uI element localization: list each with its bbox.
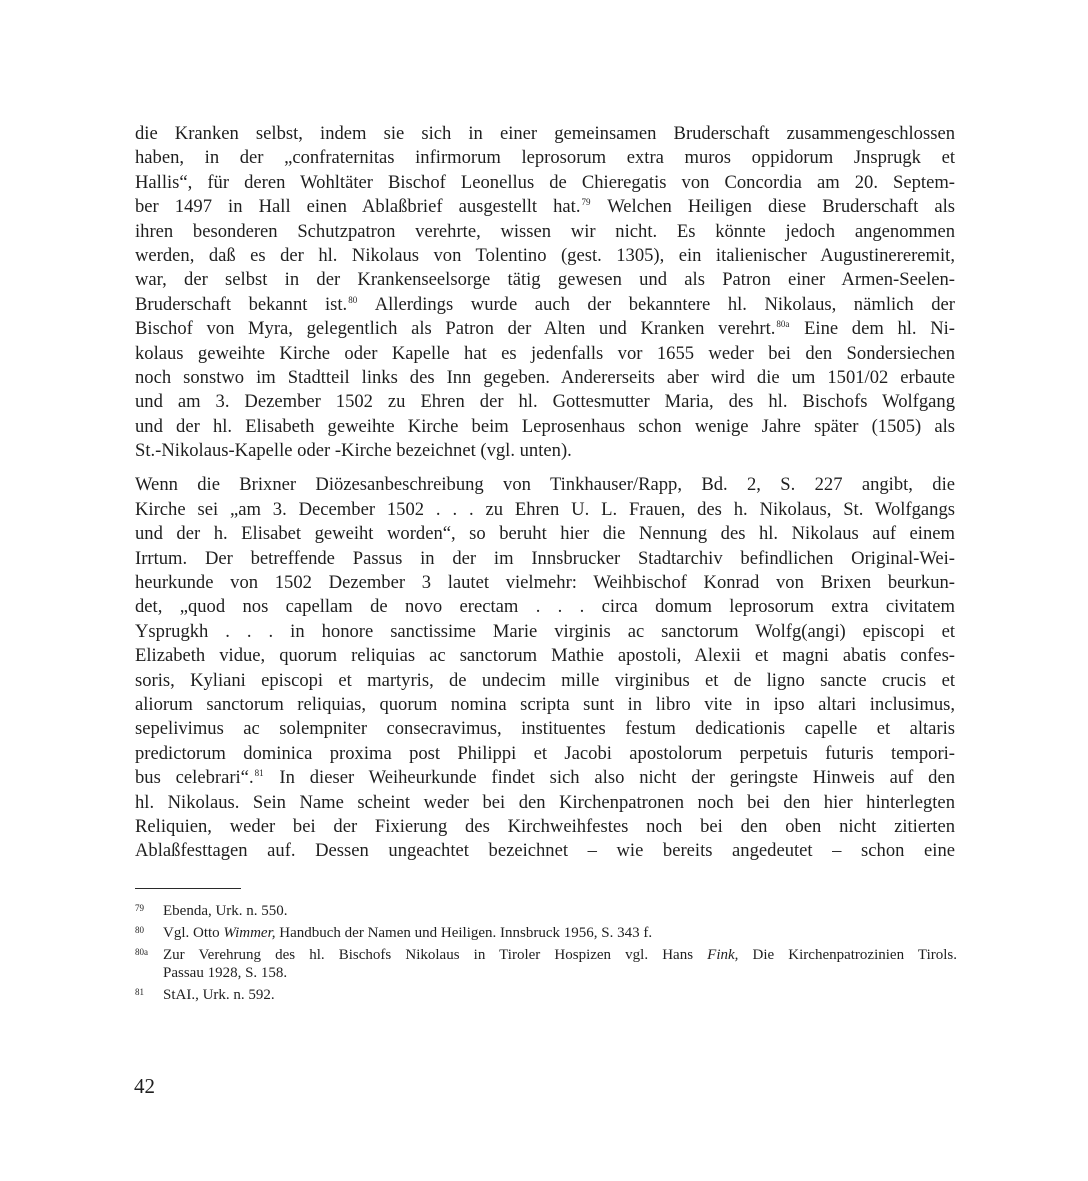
text-segment: Welchen Heiligen diese Bruderschaft als bbox=[591, 196, 955, 218]
text-line: Ablaßfesttagen auf. Dessen ungeachtet bezeichnet – wie bereits angedeutet – schon eine bbox=[135, 840, 955, 862]
text-line bbox=[135, 195, 955, 219]
footnote-text-segment: Zur Verehrung des hl. Bischofs Nikolaus in Tiroler Hospizen vgl. Hans bbox=[163, 947, 708, 963]
footnote-number: 81 bbox=[135, 987, 144, 997]
text-line: haben, in der „confraternitas infirmorum leprosorum extra muros oppidorum Jnsprugk et bbox=[135, 147, 955, 169]
text-segment: bus celebrari“. bbox=[135, 767, 254, 789]
text-line: heurkunde von 1502 Dezember 3 lautet vielmehr: Weihbischof Konrad von Brixen beurkun- bbox=[135, 572, 955, 594]
footnote-text-continued: Passau 1928, S. 158. bbox=[163, 965, 288, 981]
paragraph-1 bbox=[135, 122, 955, 463]
text-line: Reliquien, weder bei der Fixierung des Kirchweihfestes noch bei den oben nicht zitierten bbox=[135, 815, 955, 837]
footnote-text bbox=[163, 924, 957, 942]
footnote-number: 80a bbox=[135, 947, 148, 957]
text-line: aliorum sanctorum reliquias, quorum nomina scripta sunt in libro vite in ipso altari inclusimus, bbox=[135, 693, 955, 715]
text-segment: Eine dem hl. Ni- bbox=[790, 318, 955, 340]
footnote-reference: 80a bbox=[776, 319, 790, 330]
text-line bbox=[135, 293, 955, 317]
text-line: sepelivimus ac solempniter consecravimus, instituentes festum dedicationis capelle et altaris bbox=[135, 718, 955, 740]
text-line: det, „quod nos capellam de novo erectam . . . circa domum leprosorum extra civitatem bbox=[135, 596, 955, 618]
footnotes bbox=[135, 902, 957, 1008]
footnote-author: Wimmer, bbox=[223, 925, 276, 941]
footnote-text: StAI., Urk. n. 592. bbox=[163, 987, 275, 1003]
text-line: Kirche sei „am 3. December 1502 . . . zu Ehren U. L. Frauen, des h. Nikolaus, St. Wolfgangs bbox=[135, 498, 955, 520]
text-line: die Kranken selbst, indem sie sich in einer gemeinsamen Bruderschaft zusammengeschlossen bbox=[135, 123, 955, 144]
footnote-80 bbox=[135, 924, 957, 942]
footnote-text: Ebenda, Urk. n. 550. bbox=[163, 903, 288, 919]
footnote-text-segment: Die Kirchenpatrozinien Tirols. bbox=[738, 947, 957, 963]
text-line: hl. Nikolaus. Sein Name scheint weder bei den Kirchenpatronen noch bei den hier hinterlegten bbox=[135, 791, 955, 813]
footnote-81 bbox=[135, 986, 957, 1004]
text-line: Wenn die Brixner Diözesanbeschreibung von Tinkhauser/Rapp, Bd. 2, S. 227 angibt, die bbox=[135, 474, 955, 496]
footnote-text-segment: Vgl. Otto bbox=[163, 925, 224, 941]
text-line: Ysprugkh . . . in honore sanctissime Marie virginis ac sanctorum Wolfg(angi) episcopi et bbox=[135, 620, 955, 642]
text-line bbox=[135, 317, 955, 341]
text-line: Irrtum. Der betreffende Passus in der im Innsbrucker Stadtarchiv befindlichen Original-Wei- bbox=[135, 547, 955, 569]
footnote-number: 80 bbox=[135, 925, 144, 935]
text-segment: In dieser Weiheurkunde findet sich also nicht der geringste Hinweis auf den bbox=[264, 767, 955, 789]
text-line: noch sonstwo im Stadtteil links des Inn gegeben. Andererseits aber wird die um 1501/02 erbaute bbox=[135, 366, 955, 388]
footnote-divider bbox=[135, 888, 241, 889]
text-line: Hallis“, für deren Wohltäter Bischof Leonellus de Chieregatis von Concordia am 20. Septem- bbox=[135, 171, 955, 193]
text-line: und der hl. Elisabeth geweihte Kirche beim Leprosenhaus schon wenige Jahre später (1505) als bbox=[135, 415, 955, 437]
text-line: Elizabeth vidue, quorum reliquias ac sanctorum Mathie apostoli, Alexii et magni abatis confes- bbox=[135, 645, 955, 667]
text-line: soris, Kyliani episcopi et martyris, de undecim mille virginibus et de ligno sancte crucis et bbox=[135, 669, 955, 691]
text-line: ihren besonderen Schutzpatron verehrte, wissen wir nicht. Es könnte jedoch angenommen bbox=[135, 220, 955, 242]
text-line: werden, daß es der hl. Nikolaus von Tolentino (gest. 1305), ein italienischer Augustinereremit, bbox=[135, 244, 955, 266]
footnote-79 bbox=[135, 902, 957, 920]
footnote-number: 79 bbox=[135, 903, 144, 913]
footnote-text-segment: Handbuch der Namen und Heiligen. Innsbruck 1956, S. 343 f. bbox=[275, 925, 653, 941]
footnote-reference: 81 bbox=[254, 768, 264, 779]
text-line bbox=[135, 766, 955, 790]
footnote-reference: 79 bbox=[581, 197, 591, 208]
text-line: und am 3. Dezember 1502 zu Ehren der hl. Gottesmutter Maria, des hl. Bischofs Wolfgang bbox=[135, 391, 955, 413]
paragraph-2 bbox=[135, 473, 955, 863]
footnote-text bbox=[163, 946, 957, 964]
text-line: und der h. Elisabet geweiht worden“, so beruht hier die Nennung des hl. Nikolaus auf einem bbox=[135, 523, 955, 545]
text-line: predictorum dominica proxima post Philippi et Jacobi apostolorum perpetuis futuris tempori- bbox=[135, 742, 955, 764]
text-line: St.-Nikolaus-Kapelle oder -Kirche bezeichnet (vgl. unten). bbox=[135, 440, 572, 462]
body-text bbox=[135, 122, 955, 864]
footnote-reference: 80 bbox=[348, 294, 358, 305]
footnote-author: Fink, bbox=[707, 947, 739, 963]
text-line: war, der selbst in der Krankenseelsorge tätig gewesen und als Patron einer Armen-Seelen- bbox=[135, 269, 955, 291]
text-segment: Allerdings wurde auch der bekanntere hl. Nikolaus, nämlich der bbox=[358, 293, 955, 315]
text-line: kolaus geweihte Kirche oder Kapelle hat es jedenfalls vor 1655 weder bei den Sondersiechen bbox=[135, 342, 955, 364]
text-segment: ber 1497 in Hall einen Ablaßbrief ausgestellt hat. bbox=[135, 196, 581, 218]
footnote-80a bbox=[135, 946, 957, 982]
text-segment: Bruderschaft bekannt ist. bbox=[135, 293, 348, 315]
text-segment: Bischof von Myra, gelegentlich als Patron der Alten und Kranken verehrt. bbox=[135, 318, 776, 340]
page-number: 42 bbox=[134, 1074, 155, 1098]
